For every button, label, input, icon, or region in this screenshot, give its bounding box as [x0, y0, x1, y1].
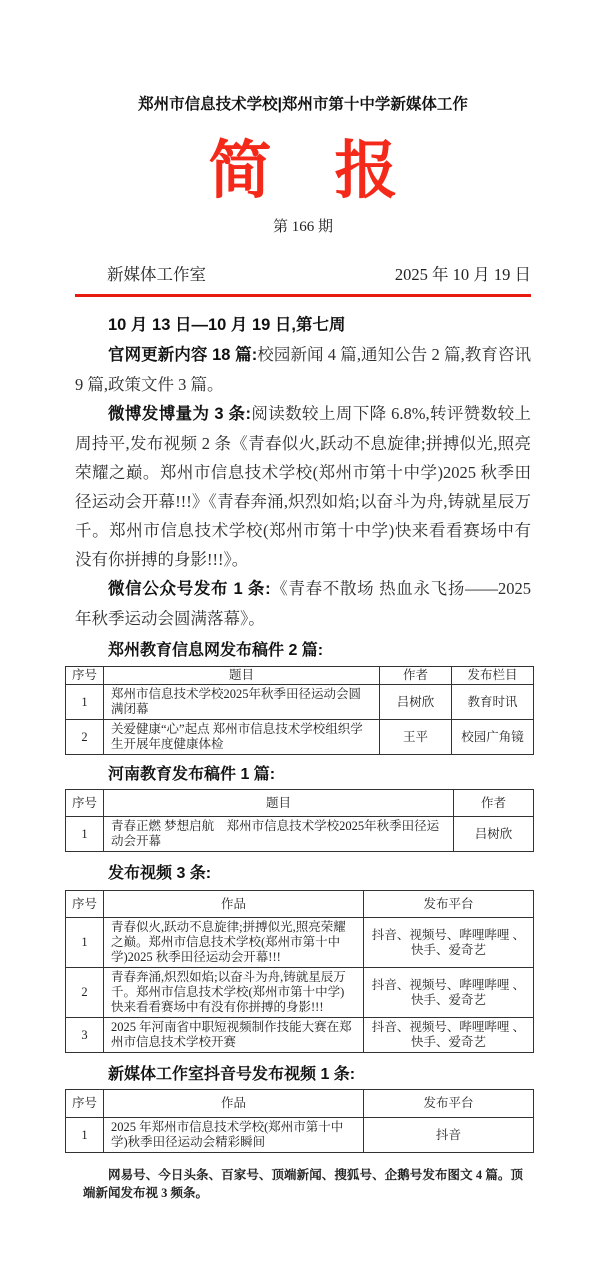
section-heading-douyin: 新媒体工作室抖音号发布视频 1 条: [108, 1066, 356, 1083]
red-rule [75, 294, 531, 297]
header-cell-title: 题目 [104, 667, 380, 685]
masthead [75, 261, 531, 285]
header-cell-index: 序号 [66, 667, 104, 685]
table-row [66, 1118, 534, 1153]
table-row [66, 720, 534, 755]
header-cell-index: 序号 [66, 1090, 104, 1118]
cell-work: 青春奔涌,炽烈如焰;以奋斗为舟,铸就星辰万千。郑州市信息技术学校(郑州市第十中学)快来看看赛场中有没有你拼搏的身影!!! [104, 968, 364, 1018]
header-cell-column: 发布栏目 [452, 667, 534, 685]
report-title: 简 报 [208, 136, 398, 206]
cell-author: 王平 [380, 720, 452, 755]
table-row [66, 918, 534, 968]
cell-title: 青春正燃 梦想启航 郑州市信息技术学校2025年秋季田径运动会开幕 [104, 817, 454, 852]
cell-work: 青春似火,跃动不息旋律;拼搏似光,照亮荣耀之巅。郑州市信息技术学校(郑州市第十中学)2025 秋季田径运动会开幕!!! [104, 918, 364, 968]
table-header-row [66, 891, 534, 918]
cell-column: 校园广角镜 [452, 720, 534, 755]
table-row [66, 1018, 534, 1053]
footer-note: 网易号、今日头条、百家号、顶端新闻、搜狐号、企鹅号发布图文 4 篇。顶端新闻发布视 3 频条。 [83, 1168, 523, 1200]
paragraph-weibo-lead: 微博发博量为 3 条: [108, 405, 251, 423]
header-cell-index: 序号 [66, 891, 104, 918]
cell-column: 教育时讯 [452, 685, 534, 720]
paragraph-website-lead: 官网更新内容 18 篇: [108, 346, 258, 364]
masthead-office: 新媒体工作室 [107, 265, 206, 284]
header-cell-platform: 发布平台 [364, 1090, 534, 1118]
table-videos [65, 890, 534, 1053]
paragraph-weibo-rest: 阅读数较上周下降 6.8%,转评赞数较上周持平,发布视频 2 条《青春似火,跃动不息旋律;拼搏似光,照亮荣耀之巅。郑州市信息技术学校(郑州市第十中学)2025 秋季田径运动会开幕!!!》《青春奔涌,炽烈如焰;以奋斗为舟,铸就星辰万千。郑州市信息技术学校(郑州市第十中学)快来看看赛场中有没有你拼搏的身影!!!》。 [75, 404, 531, 569]
section-heading-videos: 发布视频 3 条: [108, 865, 212, 882]
paragraph-weibo [75, 399, 531, 574]
header-cell-index: 序号 [66, 790, 104, 817]
header-cell-author: 作者 [454, 790, 534, 817]
table-zhengzhou-edu-net [65, 666, 534, 755]
table-row [66, 817, 534, 852]
cell-platform: 抖音 [364, 1118, 534, 1153]
paragraph-week [75, 310, 531, 340]
cell-title: 关爱健康“心”起点 郑州市信息技术学校组织学生开展年度健康体检 [104, 720, 380, 755]
masthead-date: 2025 年 10 月 19 日 [394, 265, 531, 284]
paragraph-website-rest: 校园新闻 4 篇,通知公告 2 篇,教育咨讯 9 篇,政策文件 3 篇。 [75, 345, 531, 394]
section-heading-henan-edu: 河南教育发布稿件 1 篇: [108, 766, 276, 783]
section-heading-zhengzhou-edu-net: 郑州教育信息网发布稿件 2 篇: [108, 642, 324, 659]
cell-index: 1 [66, 918, 104, 968]
cell-index: 2 [66, 720, 104, 755]
table-row [66, 685, 534, 720]
table-henan-edu [65, 789, 534, 852]
header-cell-author: 作者 [380, 667, 452, 685]
table-douyin [65, 1089, 534, 1153]
cell-platform: 抖音、视频号、哔哩哔哩 、快手、爱奇艺 [364, 968, 534, 1018]
paragraph-wechat-rest: 《青春不散场 热血永飞扬——2025 年秋季运动会圆满落幕》。 [75, 579, 531, 628]
table-header-row [66, 790, 534, 817]
issue-number: 第 166 期 [272, 219, 333, 235]
cell-author: 吕树欣 [380, 685, 452, 720]
cell-index: 1 [66, 1118, 104, 1153]
header-cell-work: 作品 [104, 891, 364, 918]
table-row [66, 968, 534, 1018]
cell-author: 吕树欣 [454, 817, 534, 852]
cell-title: 郑州市信息技术学校2025年秋季田径运动会圆满闭幕 [104, 685, 380, 720]
cell-platform: 抖音、视频号、哔哩哔哩 、快手、爱奇艺 [364, 1018, 534, 1053]
cell-work: 2025 年河南省中职短视频制作技能大赛在郑州市信息技术学校开赛 [104, 1018, 364, 1053]
body-text [75, 310, 531, 633]
table-header-row [66, 1090, 534, 1118]
header-cell-title: 题目 [104, 790, 454, 817]
cell-index: 2 [66, 968, 104, 1018]
paragraph-website [75, 340, 531, 399]
cell-platform: 抖音、视频号、哔哩哔哩 、快手、爱奇艺 [364, 918, 534, 968]
header-cell-platform: 发布平台 [364, 891, 534, 918]
header-cell-work: 作品 [104, 1090, 364, 1118]
cell-index: 3 [66, 1018, 104, 1053]
paragraph-week-lead: 10 月 13 日—10 月 19 日,第七周 [108, 316, 346, 334]
cell-index: 1 [66, 817, 104, 852]
cell-work: 2025 年郑州市信息技术学校(郑州市第十中学)秋季田径运动会精彩瞬间 [104, 1118, 364, 1153]
paragraph-wechat [75, 574, 531, 633]
paragraph-wechat-lead: 微信公众号发布 1 条: [108, 580, 271, 598]
table-header-row [66, 667, 534, 685]
org-title: 郑州市信息技术学校|郑州市第十中学新媒体工作 [138, 96, 468, 113]
cell-index: 1 [66, 685, 104, 720]
